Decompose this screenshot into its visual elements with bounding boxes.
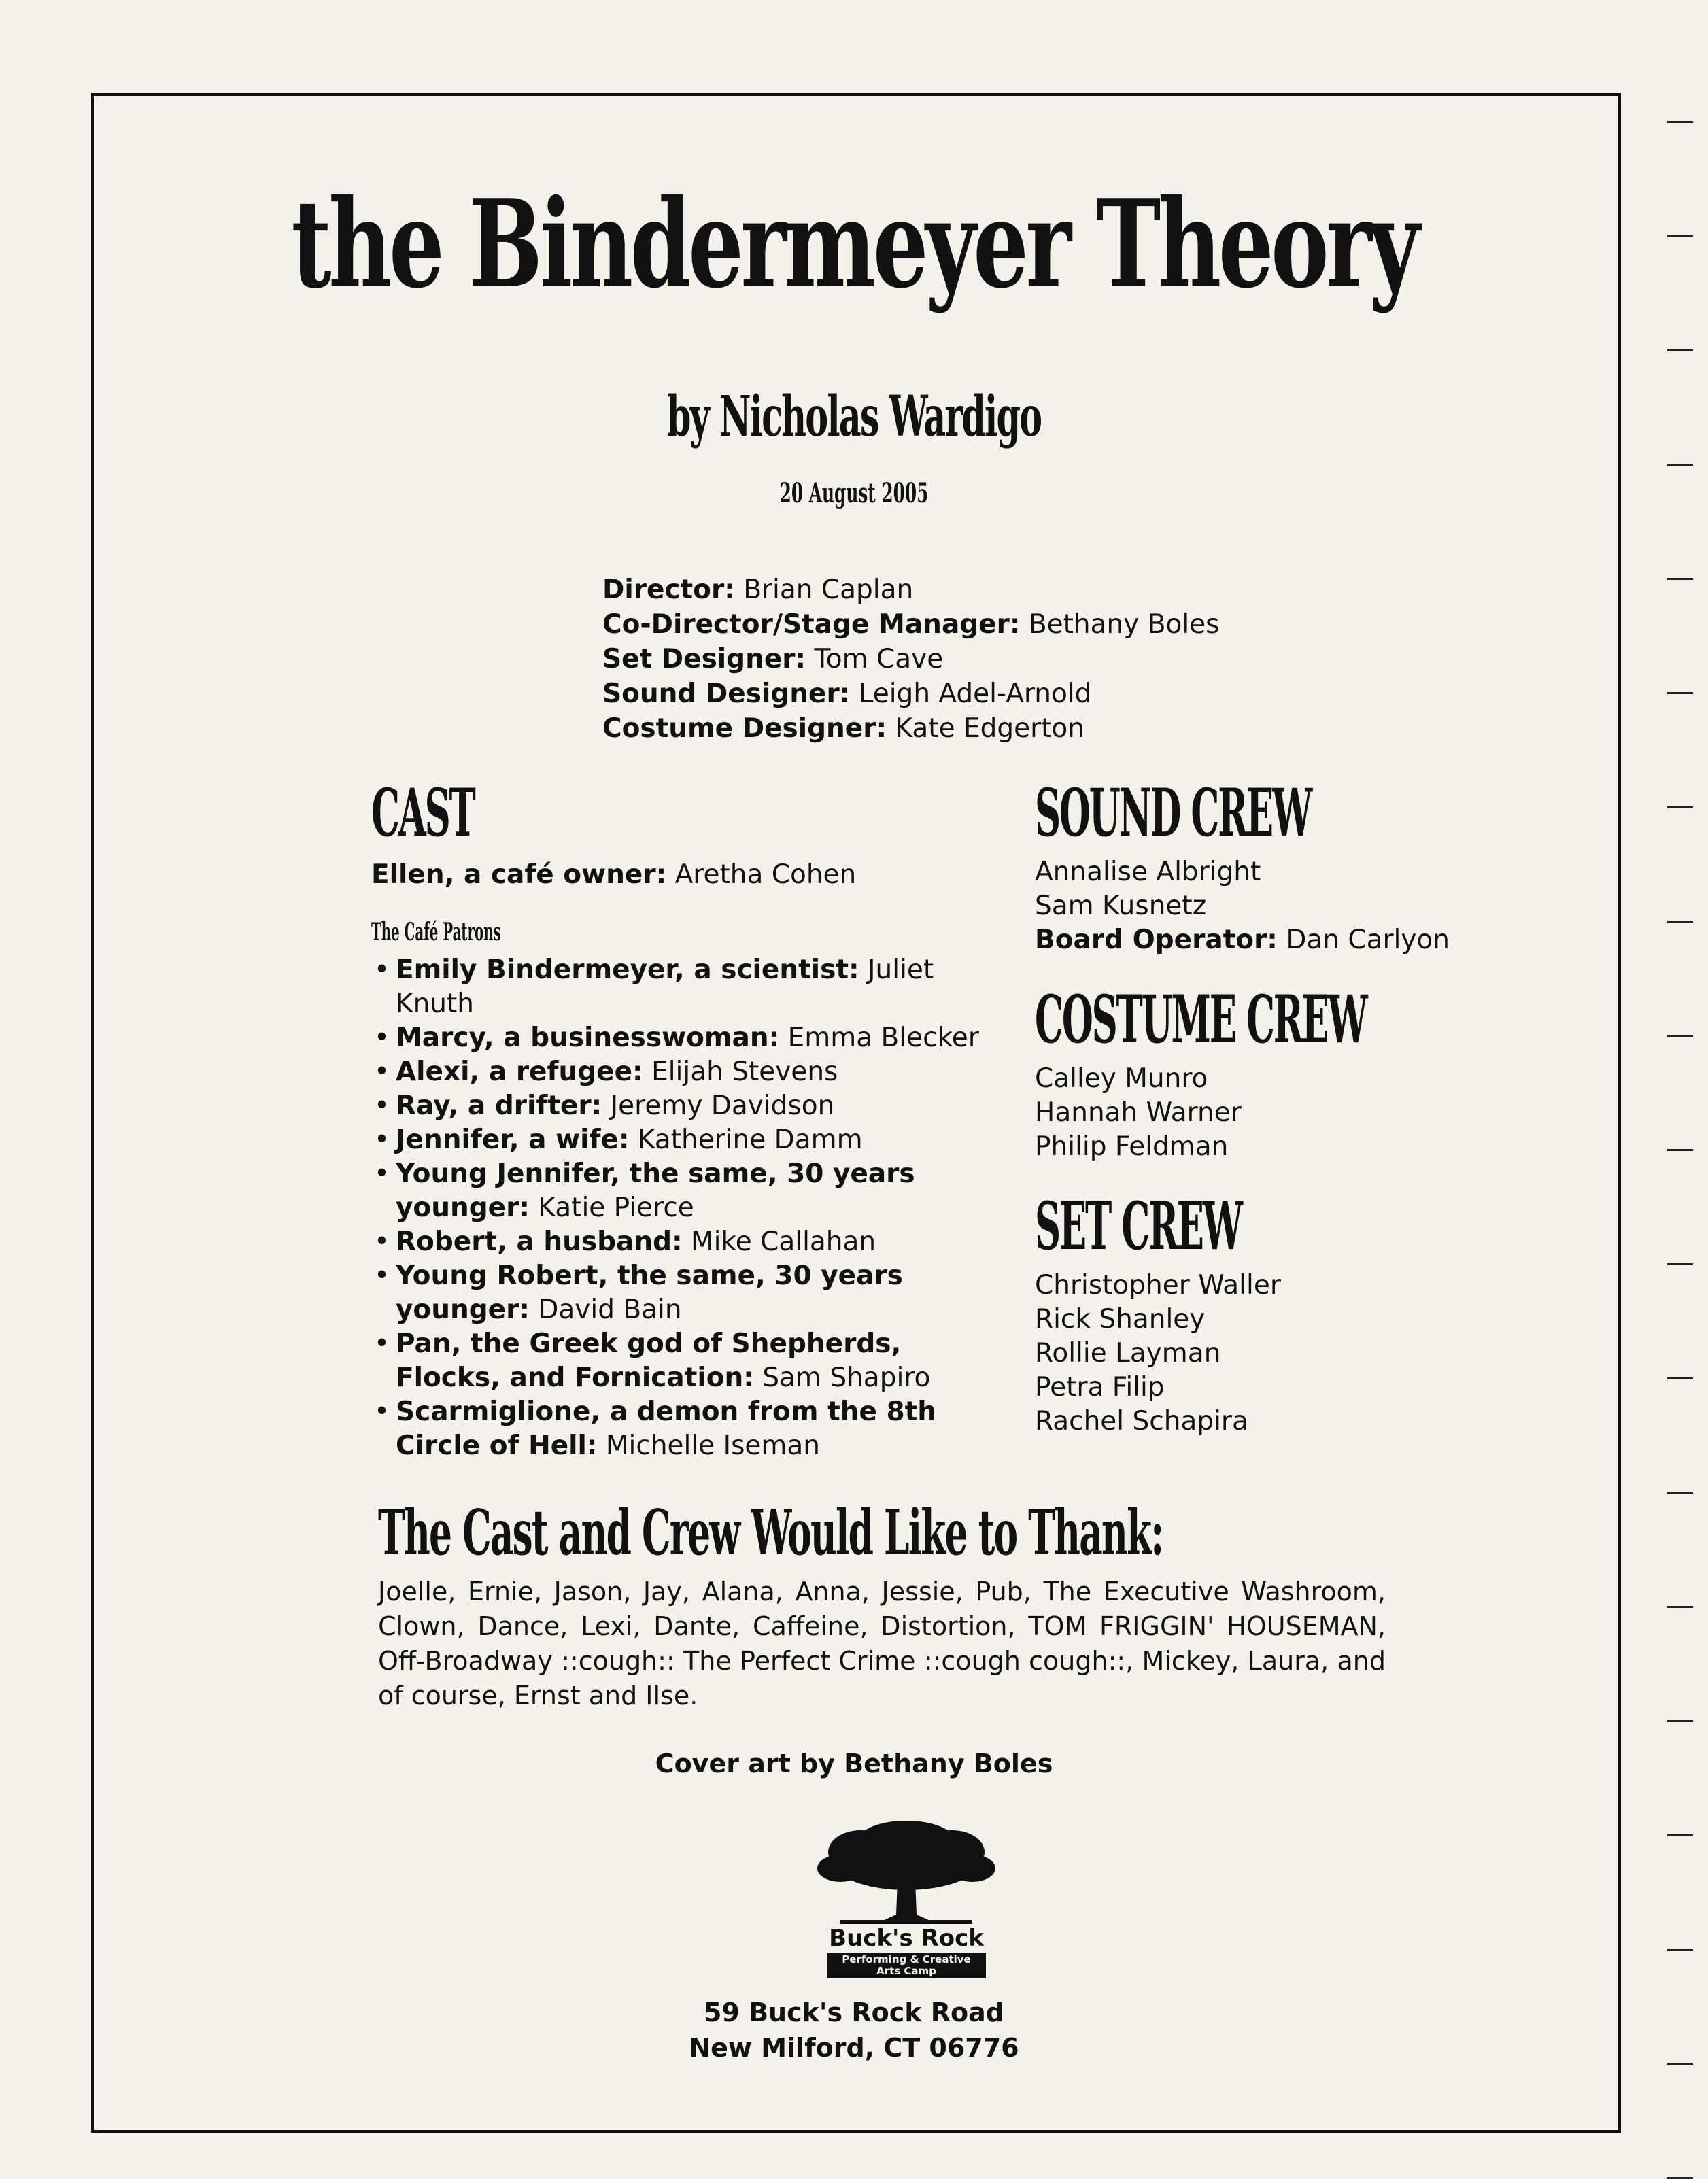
credit-director: Director: Brian Caplan [602, 574, 914, 605]
margin-tick [1667, 1949, 1693, 1951]
margin-tick [1667, 692, 1693, 694]
thanks-heading: The Cast and Crew Would Like to Thank: [378, 1496, 1163, 1569]
margin-tick [1667, 1492, 1693, 1494]
set-crew-heading: SET CREW [1035, 1188, 1242, 1265]
logo-name: Buck's Rock [829, 1925, 984, 1952]
production-credits [602, 572, 1220, 746]
cast-heading: CAST [371, 774, 475, 851]
sound-crew-section [1035, 774, 1456, 957]
thanks-text: Joelle, Ernie, Jason, Jay, Alana, Anna, Jessie, Pub, The Executive Washroom, Clown, Dance, Lexi, Dante, Caffeine, Distortion, TOM FRIGGIN' HOUSEMAN, Off-Broadway ::cough:: The Perfect Crime ::cough cough::, Mickey, Laura, and of course, Ernst and Ilse. [378, 1577, 1386, 1711]
credit-co-director: Co-Director/Stage Manager: Bethany Boles [602, 609, 1220, 640]
margin-tick [1667, 921, 1693, 923]
performance-date: 20 August 2005 [779, 477, 929, 509]
list-item: Philip Feldman [1035, 1131, 1229, 1162]
margin-tick [1667, 1720, 1693, 1722]
costume-crew-section [1035, 981, 1456, 1164]
credit-sound-designer: Sound Designer: Leigh Adel-Arnold [602, 679, 1092, 709]
cast-ellen: Ellen, a café owner: Aretha Cohen [371, 859, 857, 890]
margin-tick [1667, 578, 1693, 580]
patrons-list [371, 953, 983, 1463]
list-item: • Jennifer, a wife: Katherine Damm [371, 1123, 983, 1157]
list-item: • Robert, a husband: Mike Callahan [371, 1225, 983, 1259]
playwright-byline: by Nicholas Wardigo [666, 384, 1042, 449]
margin-tick [1667, 806, 1693, 808]
cover-art-credit: Cover art by Bethany Boles [655, 1749, 1053, 1779]
costume-crew-heading: COSTUME CREW [1035, 981, 1367, 1058]
margin-tick [1667, 1149, 1693, 1151]
list-item: Rick Shanley [1035, 1304, 1206, 1335]
list-item: Petra Filip [1035, 1372, 1165, 1403]
set-crew-section [1035, 1188, 1456, 1439]
crew-column [1035, 774, 1456, 1469]
credit-costume-designer: Costume Designer: Kate Edgerton [602, 713, 1085, 744]
margin-tick [1667, 1263, 1693, 1265]
list-item: • Pan, the Greek god of Shepherds, Flocks, and Fornication: Sam Shapiro [371, 1327, 983, 1395]
list-item: Hannah Warner [1035, 1097, 1242, 1128]
margin-tick-marks [1654, 0, 1708, 2143]
play-title: the Bindermeyer Theory [291, 173, 1417, 315]
list-item: Annalise Albright [1035, 857, 1261, 887]
margin-tick [1667, 464, 1693, 466]
list-item: Sam Kusnetz [1035, 891, 1207, 921]
margin-tick [1667, 121, 1693, 123]
address-line-2: New Milford, CT 06776 [689, 2033, 1019, 2063]
list-item: Christopher Waller [1035, 1270, 1281, 1301]
list-item: • Emily Bindermeyer, a scientist: Juliet Knuth [371, 953, 983, 1021]
sound-crew-heading: SOUND CREW [1035, 774, 1312, 851]
list-item: • Young Robert, the same, 30 years younger: David Bain [371, 1259, 983, 1327]
margin-tick [1667, 235, 1693, 237]
list-item: • Marcy, a businesswoman: Emma Blecker [371, 1021, 983, 1055]
cast-section [371, 774, 983, 1463]
list-item: • Alexi, a refugee: Elijah Stevens [371, 1055, 983, 1089]
camp-logo [813, 1819, 1000, 1976]
patrons-heading: The Café Patrons [371, 918, 501, 946]
margin-tick [1667, 1834, 1693, 1836]
logo-subtitle: Performing & Creative Arts Camp [827, 1953, 986, 1978]
list-item: • Young Jennifer, the same, 30 years younger: Katie Pierce [371, 1157, 983, 1225]
board-operator: Board Operator: Dan Carlyon [1035, 925, 1450, 955]
margin-tick [1667, 1377, 1693, 1379]
margin-tick [1667, 1035, 1693, 1037]
margin-tick [1667, 1606, 1693, 1608]
address-line-1: 59 Buck's Rock Road [703, 1997, 1004, 2027]
list-item: Rachel Schapira [1035, 1406, 1248, 1437]
list-item: • Scarmiglione, a demon from the 8th Circle of Hell: Michelle Iseman [371, 1395, 983, 1463]
camp-address [0, 1995, 1708, 2065]
tree-icon [813, 1819, 1000, 1928]
margin-tick [1667, 349, 1693, 351]
credit-set-designer: Set Designer: Tom Cave [602, 644, 944, 674]
list-item: • Ray, a drifter: Jeremy Davidson [371, 1089, 983, 1123]
list-item: Calley Munro [1035, 1063, 1208, 1094]
list-item: Rollie Layman [1035, 1338, 1221, 1369]
